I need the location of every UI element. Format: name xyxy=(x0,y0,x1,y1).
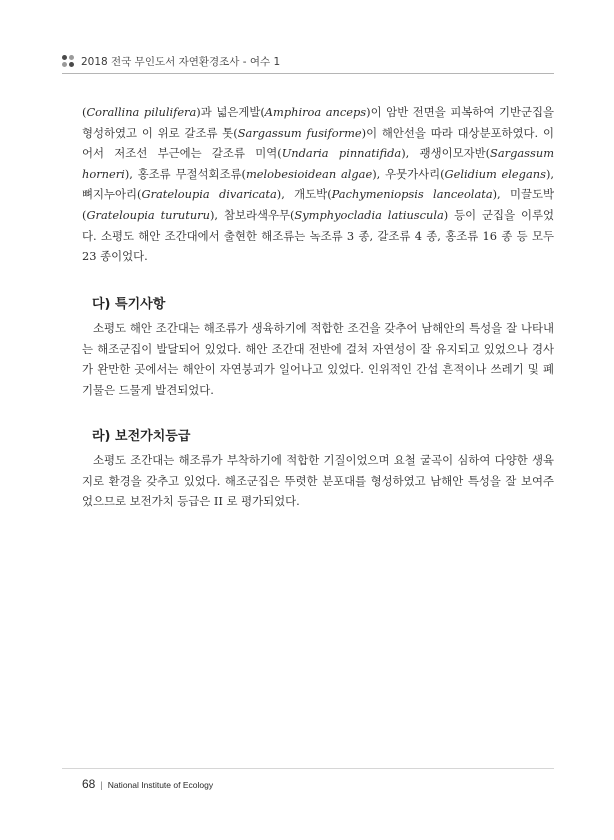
text-run: ), 우뭇가사리( xyxy=(372,166,445,181)
text-run: ), 개도박( xyxy=(276,187,332,202)
text-run: ), 뼈지누아리( xyxy=(82,166,555,202)
running-header xyxy=(62,51,554,71)
species-scientific-name: melobesioidean algae xyxy=(245,166,373,181)
text-run: )이 해안선을 따라 대상분포하였다. 이어서 저조선 부근에는 갈조류 미역( xyxy=(82,125,555,161)
header-divider xyxy=(62,73,554,74)
footer-separator: | xyxy=(100,780,103,790)
text-run: ), 참보라색우무( xyxy=(209,207,295,222)
section-heading-conservation-grade: 라) 보전가치등급 xyxy=(92,429,191,444)
species-scientific-name: Amphiroa anceps xyxy=(264,105,367,119)
footer-divider xyxy=(62,768,554,769)
species-scientific-name: Sargassum horneri xyxy=(82,146,554,181)
text-run: )이 암반 전면을 피복하여 기반군집을 형성하였고 이 위로 갈조류 톳( xyxy=(82,105,554,140)
text-run: ( xyxy=(82,105,87,119)
species-scientific-name: Gelidium elegans xyxy=(444,166,546,181)
footer-institute: National Institute of Ecology xyxy=(107,780,214,790)
section-heading-notes: 다) 특기사항 xyxy=(92,297,166,312)
species-scientific-name: Grateloupia divaricata xyxy=(141,187,277,202)
species-scientific-name: Sargassum fusiforme xyxy=(237,125,362,140)
species-scientific-name: Grateloupia turuturu xyxy=(86,207,210,222)
text-run: ), 홍조류 무절석회조류( xyxy=(124,166,246,181)
paragraph-notes: 소평도 해안 조간대는 해조류가 생육하기에 적합한 조건을 갖추어 남해안의 특성을 잘 나타내는 해조군집이 발달되어 있었다. 해안 조간대 전반에 걸쳐 자연성이 잘 유지되고 있었으나 경사가 완만한 곳에서는 해안이 자연붕괴가 일어나고 있었다. 인위적인 간섭 흔적이나 쓰레기 및 폐기물은 드물게 발견되었다. xyxy=(82,321,554,397)
text-run: )과 넓은게발( xyxy=(196,105,265,119)
page-number: 68 xyxy=(82,777,96,791)
text-run: ) 등이 군집을 이루었다. 소평도 해안 조간대에서 출현한 해조류는 녹조류 3 종, 갈조류 4 종, 홍조류 16 종 등 모두 23 종이었다. xyxy=(82,207,554,264)
species-scientific-name: Undaria pinnatifida xyxy=(281,146,402,161)
paragraph-conservation-grade: 소평도 조간대는 해조류가 부착하기에 적합한 기질이었으며 요철 굴곡이 심하여 다양한 생육지로 환경을 갖추고 있었다. 해조군집은 뚜렷한 분포대를 형성하였고 남해안 특성을 잘 보여주었으므로 보전가치 등급은 II 로 평가되었다. xyxy=(82,453,554,509)
text-run: ), 괭생이모자반( xyxy=(401,146,491,161)
header-title: 2018 전국 무인도서 자연환경조사 - 여수 1 xyxy=(81,55,281,68)
text-run: ), 미끌도박( xyxy=(82,187,555,222)
species-scientific-name: Corallina pilulifera xyxy=(86,105,197,119)
paragraph-species-list xyxy=(82,102,554,267)
page-footer xyxy=(82,777,213,791)
species-scientific-name: Symphyocladia latiuscula xyxy=(294,207,444,222)
species-scientific-name: Pachymeniopsis lanceolata xyxy=(331,187,493,202)
header-bullet-icon xyxy=(62,55,74,67)
